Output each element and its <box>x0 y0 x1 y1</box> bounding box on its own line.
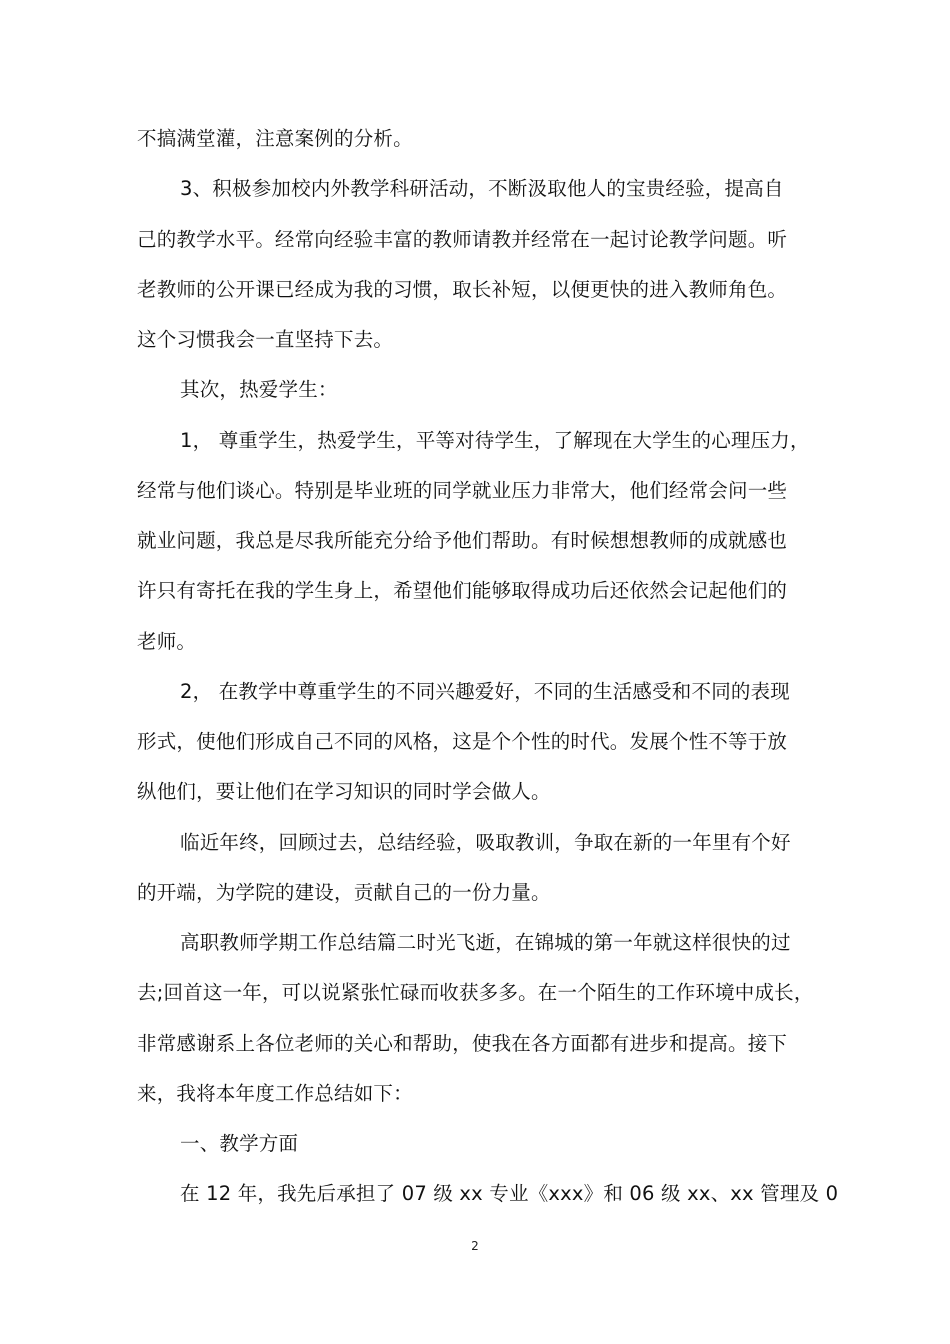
text-line: 许只有寄托在我的学生身上，希望他们能够取得成功后还依然会记起他们的 <box>137 579 788 602</box>
text-line: 临近年终，回顾过去，总结经验，吸取教训，争取在新的一年里有个好 <box>180 831 791 854</box>
page-number: 2 <box>471 1239 479 1253</box>
text-line: 老师。 <box>137 630 197 653</box>
text-line: 在 12 年，我先后承担了 07 级 xx 专业《xxx》和 06 级 xx、xx 管理及 0 <box>180 1182 839 1205</box>
text-line: 己的教学水平。经常向经验丰富的教师请教并经常在一起讨论教学问题。听 <box>137 228 788 251</box>
text-line: 不搞满堂灌，注意案例的分析。 <box>137 127 413 150</box>
text-line: 这个习惯我会一直坚持下去。 <box>137 328 394 351</box>
text-line: 形式，使他们形成自己不同的风格，这是个个性的时代。发展个性不等于放 <box>137 730 788 753</box>
text-line: 2， 在教学中尊重学生的不同兴趣爱好，不同的生活感受和不同的表现 <box>180 680 791 703</box>
text-line: 去;回首这一年，可以说紧张忙碌而收获多多。在一个陌生的工作环境中成长， <box>137 981 814 1004</box>
text-line: 其次，热爱学生： <box>180 378 338 401</box>
text-line: 的开端，为学院的建设，贡献自己的一份力量。 <box>137 881 551 904</box>
text-line: 经常与他们谈心。特别是毕业班的同学就业压力非常大，他们经常会问一些 <box>137 479 788 502</box>
text-line: 老教师的公开课已经成为我的习惯，取长补短，以便更快的进入教师角色。 <box>137 278 788 301</box>
text-line: 纵他们，要让他们在学习知识的同时学会做人。 <box>137 780 551 803</box>
text-line: 高职教师学期工作总结篇二时光飞逝，在锦城的第一年就这样很快的过 <box>180 931 791 954</box>
text-line: 非常感谢系上各位老师的关心和帮助，使我在各方面都有进步和提高。接下 <box>137 1032 788 1055</box>
text-line: 1， 尊重学生，热爱学生，平等对待学生，了解现在大学生的心理压力， <box>180 429 810 452</box>
section-heading: 一、教学方面 <box>180 1132 299 1155</box>
text-line: 3、积极参加校内外教学科研活动，不断汲取他人的宝贵经验，提高自 <box>180 177 784 200</box>
text-line: 来，我将本年度工作总结如下： <box>137 1082 413 1105</box>
text-line: 就业问题，我总是尽我所能充分给予他们帮助。有时候想想教师的成就感也 <box>137 529 788 552</box>
